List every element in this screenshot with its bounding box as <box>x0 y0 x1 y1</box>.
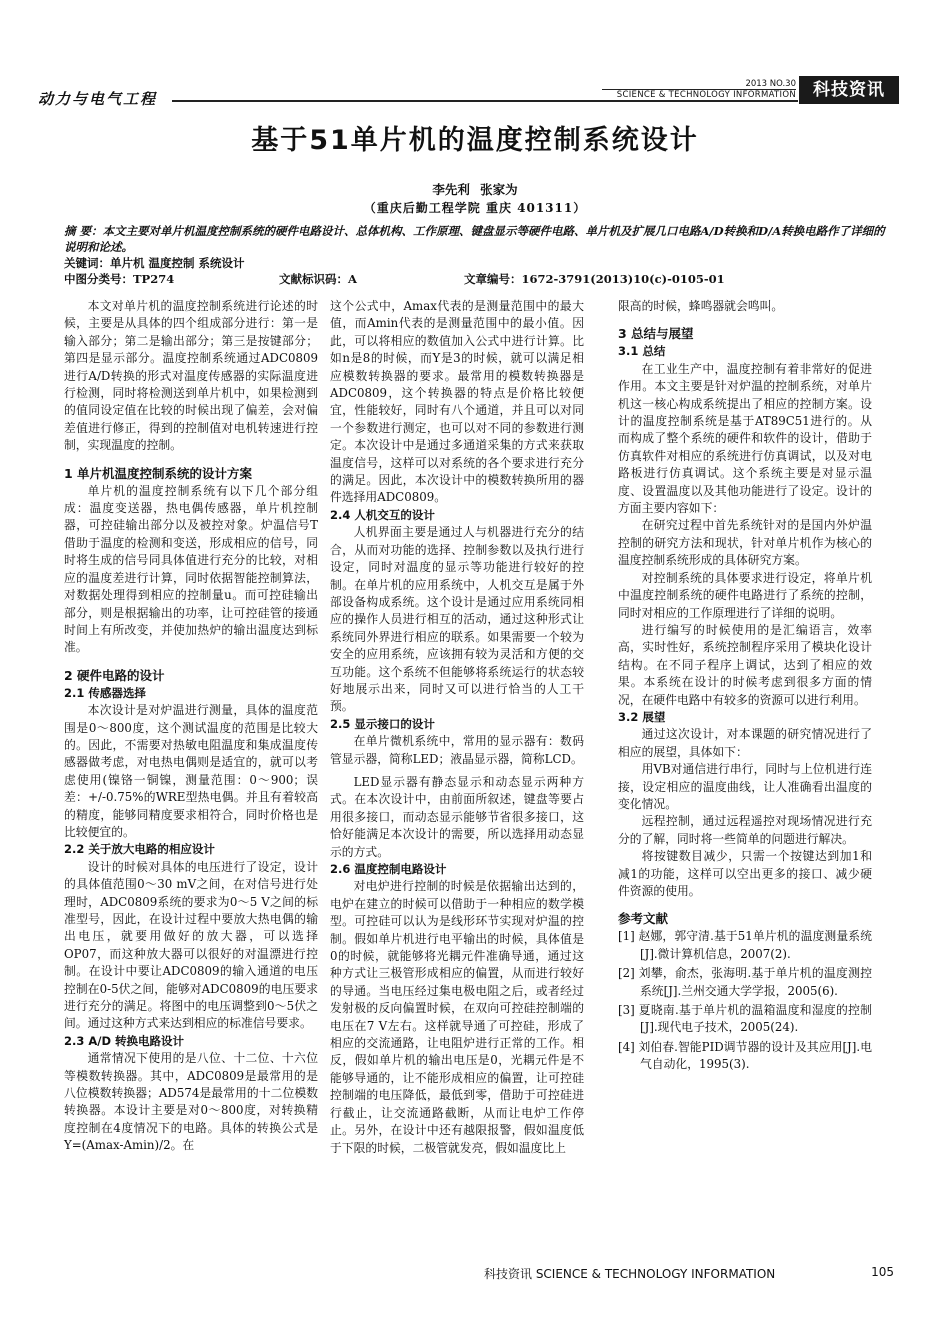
paragraph: 在研究过程中首先系统针对的是国内外炉温控制的研究方法和现状，针对单片机作为核心的温度控制系统形成的具体研究方案。 <box>618 518 872 568</box>
section-heading: 3 总结与展望 <box>618 326 694 342</box>
paragraph: 将按键数目减少，只需一个按键达到加1和减1的功能，这样可以空出更多的接口、减少硬件资源的使用。 <box>618 849 872 898</box>
section-heading: 2 硬件电路的设计 <box>64 667 165 683</box>
abstract: 摘 要：本文主要对单片机温度控制系统的硬件电路设计、总体机构、工作原理、键盘显示等硬件电路、单片机及扩展几口电路A/D转换和D/A转换电路作了详细的说明和论述。 <box>64 224 885 254</box>
references-heading: 参考文献 <box>618 911 669 927</box>
reference-item: [2] 刘攀，俞杰，张海明.基于单片机的温度测控系统[J].兰州交通大学学报，2005(6). <box>618 966 872 998</box>
paragraph: 本次设计是对炉温进行测量，具体的温度范围是0～800度，这个测试温度的范围是比较大的。因此，不需要对热敏电阻温度和集成温度传感器做考虑，对电热电偶则是适宜的，就可以考虑使用(镍铬一铜镍，测量范围：0～900；误差：+/-0.75%的WRE型热电偶。并且有着较高的精度，能够同精度要求相符合，同时价格也是比较便宜的。 <box>64 703 318 839</box>
document-code: 文献标识码：A <box>279 272 357 286</box>
paragraph: 这个公式中，Amax代表的是测量范围中的最大值，而Amin代表的是测量范围中的最小值。因此，可以将相应的数值加入公式中进行计算。比如n是8的时候，而Y是3的时候，就可以满足相应模数转换器的要求。最常用的模数转换器是ADC0809，这个转换器的特点是价格比较便宜，性能较好，同时有八个通道，并且可以对同一个参数进行测定，也可以对不同的参数进行测定。本次设计中是通过多通道采集的方式来获取温度信号，这样可以对系统的各个要求进行充分的满足。因此，本次设计中的模数转换所用的器件选择用ADC0809。 <box>330 299 584 505</box>
section-heading: 1 单片机温度控制系统的设计方案 <box>64 465 253 481</box>
column-3 <box>618 298 872 1076</box>
subsection-heading: 2.1 传感器选择 <box>64 685 146 700</box>
subsection-heading: 2.2 关于放大电路的相应设计 <box>64 842 215 857</box>
paragraph: 通常情况下使用的是八位、十二位、十六位等模数转换器。其中，ADC0809是最常用的是八位模数转换器；AD574是最常用的十二位模数转换器。本设计主要是对0～800度，对转换精度控制在4度情况下的电路。具体的转换公式是Y=(Amax-Amin)/2。在 <box>64 1051 318 1153</box>
subsection-heading: 3.1 总结 <box>618 344 666 359</box>
subsection-heading: 2.3 A/D 转换电路设计 <box>64 1033 185 1048</box>
paragraph: 本文对单片机的温度控制系统进行论述的时候，主要是从具体的四个组成部分进行：第一是输入部分；第二是输出部分；第三是按键部分；第四是显示部分。温度控制系统通过ADC0809 进行A/D转换的形式对温度传感器的实际温度进行检测，同时将检测送到单片机中，如果检测到的值同设定值在比较的时候出现了偏差，会对偏差值进行修正，得到的控制值对电机转速进行控制，实现温度的控制。 <box>64 299 318 453</box>
clc-number: 中图分类号：TP274 <box>64 272 175 286</box>
paragraph: 在工业生产中，温度控制有着非常好的促进作用。本文主要是针对炉温的控制系统，对单片机这一核心构成系统提出了相应的控制方案。设计的温度控制系统是基于AT89C51进行的。从而构成了整个系统的硬件和软件的设计，借助于仿真软件对相应的系统进行仿真调试，以及对电路板进行仿真调试。这个系统主要是对显示温度、设置温度以及其他功能进行了设定。设计的方面主要内容如下： <box>618 361 872 516</box>
paragraph: 对控制系统的具体要求进行设定，将单片机中温度控制系统的硬件电路进行了系统的控制，同时对相应的工作原理进行了详细的说明。 <box>618 570 872 620</box>
paragraph: 对电炉进行控制的时候是依据输出达到的，电炉在建立的时候可以借助于一种相应的数学模型。可控硅可以认为是线形环节实现对炉温的控制。假如单片机进行电平输出的时候，具体值是0的时候，就能够将光耦元件准确导通，通过这种方式让三极管形成相应的偏置，从而进行较好的导通。当电压经过集电极电阻之后，或者经过发射极的反向偏置时候，在双向可控硅控制端的电压在7 V左右。这样就导通了可控硅，形成了相应的交流通路，让电阻炉进行正常的工作。相反，假如单片机的输出电压是0，光耦元件是不能够导通的，让不能形成相应的偏置，让可控硅控制端的电压降低，最低到零，借助于可控硅进行截止，让交流通路截断，从而让电炉工作停止。另外，在设计中还有越限报警，假如温度低于下限的时候，二极管就发亮，假如温度比上 <box>330 879 584 1155</box>
subsection-heading: 2.5 显示接口的设计 <box>330 716 435 731</box>
subsection-heading: 3.2 展望 <box>618 709 666 724</box>
column-1 <box>64 298 318 1155</box>
subsection-heading: 2.6 温度控制电路设计 <box>330 862 447 876</box>
journal-english-name: SCIENCE & TECHNOLOGY INFORMATION <box>602 89 796 100</box>
reference-list <box>618 928 872 1073</box>
affiliation: （重庆后勤工程学院 重庆 401311） <box>363 201 587 215</box>
paragraph: 用VB对通信进行串行，同时与上位机进行连接，设定相应的温度曲线，让人准确看出温度的变化情况。 <box>618 762 872 811</box>
issue-number: 2013 NO.30 <box>745 79 796 89</box>
page-number: 105 <box>871 1265 894 1279</box>
journal-issue-block <box>602 79 796 100</box>
classification-line <box>64 271 764 287</box>
paragraph: LED显示器有静态显示和动态显示两种方式。在本次设计中，由前面所叙述，键盘等要占用很多接口，而动态显示能够节省很多接口，这恰好能满足本次设计的需要，所以选择用动态显示的方式。 <box>330 774 584 859</box>
section-label: 动力与电气工程 <box>38 90 158 108</box>
reference-item: [3] 夏晓南.基于单片机的温箱温度和湿度的控制[J].现代电子技术，2005(24). <box>618 1003 872 1035</box>
abstract-block <box>64 223 890 287</box>
page-footer <box>484 1265 894 1282</box>
column-2 <box>330 298 584 1157</box>
paragraph: 进行编写的时候使用的是汇编语言，效率高，实时性好，系统控制程序采用了模块化设计结构。在不同子程序上调试，达到了相应的效果。本系统在设计的时候考虑到很多方面的情况，在硬件电路中有较多的资源可以进行利用。 <box>618 622 872 707</box>
article-title: 基于51单片机的温度控制系统设计 <box>251 125 699 156</box>
journal-badge: 科技资讯 <box>799 76 899 104</box>
authors: 李先利 张家为 <box>432 182 518 197</box>
paragraph: 设计的时候对具体的电压进行了设定，设计的具体值范围0～30 mV之间，在对信号进行处理时，ADC0809系统的要求为0～5 V之间的标准型号，因此，在设计过程中要放大热电偶的输出电压，就要用做好的放大器，可以选择OP07，而这种放大器可以很好的对温漂进行控制。在设计中要让ADC0809的输入通道的电压控制在0-5伏之间，能够对ADC0809的电压要求进行充分的满足。将图中的电压调整到0～5伏之间。通过这种方式来达到相应的标准信号要求。 <box>64 859 318 1031</box>
reference-item: [4] 刘伯春.智能PID调节器的设计及其应用[J].电气自动化，1995(3). <box>618 1039 872 1072</box>
reference-item: [1] 赵娜，郭守清.基于51单片机的温度测量系统[J].微计算机信息，2007(2). <box>618 929 872 961</box>
paragraph: 在单片微机系统中，常用的显示器有：数码管显示器，简称LED；液晶显示器，简称LCD。 <box>330 734 584 766</box>
footer-journal: 科技资讯 SCIENCE & TECHNOLOGY INFORMATION <box>484 1267 776 1281</box>
keywords: 关键词：单片机 温度控制 系统设计 <box>64 256 245 270</box>
paragraph: 单片机的温度控制系统有以下几个部分组成：温度变送器，热电偶传感器，单片机控制器，可控硅输出部分以及被控对象。炉温信号T借助于温度的检测和变送，形成相应的信号，同时将生成的信号同具体值进行充分的比较，对相应的温度差进行计算，同时依据智能控制算法，对数据处理得到相应的控制量u。而可控硅输出部分，则是根据输出的功率，让可控硅管的接通时间上有所改变，并使加热炉的输出温度达到标准。 <box>64 483 318 655</box>
paragraph: 限高的时候，蜂鸣器就会鸣叫。 <box>618 299 784 313</box>
paragraph: 远程控制，通过远程遥控对现场情况进行充分的了解，同时将一些简单的问题进行解决。 <box>618 814 872 846</box>
subsection-heading: 2.4 人机交互的设计 <box>330 507 435 522</box>
header-rule <box>172 100 798 102</box>
article-number: 文章编号：1672-3791(2013)10(c)-0105-01 <box>464 272 725 286</box>
paragraph: 通过这次设计，对本课题的研究情况进行了相应的展望，具体如下： <box>618 727 872 759</box>
paragraph: 人机界面主要是通过人与机器进行充分的结合，从而对功能的选择、控制参数以及执行进行设定，同时对温度的显示等功能进行较好的控制。在单片机的应用系统中，人机交互是属于外部设备构成系统。这个设计是通过应用系统同相应的操作人员进行相互的活动，通过这种形式让系统同外界进行相应的联系。如果需要一个较为安全的应用系统，应该拥有较为灵活和方便的交互功能。这个系统不但能够将系统运行的状态较好地展示出来，同时又可以进行恰当的人工干预。 <box>330 525 584 714</box>
